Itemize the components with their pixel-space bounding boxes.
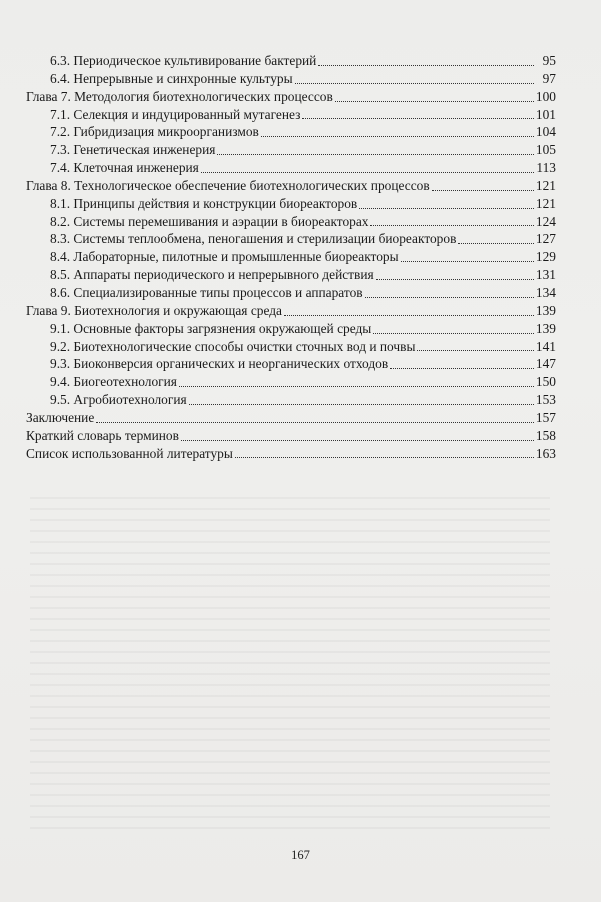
- toc-entry-page: 153: [535, 392, 556, 408]
- show-through-text: [30, 488, 550, 838]
- toc-section-row: [26, 355, 556, 373]
- toc-leader-dots: [335, 101, 534, 102]
- toc-entry-page: 127: [535, 231, 556, 247]
- toc-chapter-row: [26, 409, 556, 427]
- toc-leader-dots: [302, 118, 534, 119]
- toc-leader-dots: [432, 190, 534, 191]
- toc-leader-dots: [390, 368, 534, 369]
- toc-entry-title: 8.6. Специализированные типы процессов и аппаратов: [50, 284, 363, 300]
- toc-section-row: [26, 159, 556, 177]
- toc-section-row: [26, 248, 556, 266]
- toc-entry-page: 101: [535, 106, 556, 122]
- toc-leader-dots: [235, 457, 534, 458]
- toc-entry-page: 121: [535, 195, 556, 211]
- toc-section-row: [26, 284, 556, 302]
- toc-section-row: [26, 230, 556, 248]
- toc-leader-dots: [365, 297, 534, 298]
- toc-entry-page: 158: [535, 427, 556, 443]
- toc-section-row: [26, 141, 556, 159]
- toc-chapter-row: [26, 302, 556, 320]
- toc-entry-page: 157: [535, 409, 556, 425]
- toc-entry-title: 9.4. Биогеотехнология: [50, 374, 177, 390]
- toc-entry-title: 8.2. Системы перемешивания и аэрации в биореакторах: [50, 213, 369, 229]
- toc-entry-title: 9.2. Биотехнологические способы очистки сточных вод и почвы: [50, 338, 416, 354]
- toc-section-row: [26, 338, 556, 356]
- toc-leader-dots: [318, 65, 534, 66]
- toc-entry-title: Список использованной литературы: [26, 445, 233, 461]
- toc-section-row: [26, 266, 556, 284]
- toc-chapter-row: [26, 445, 556, 463]
- toc-entry-title: Глава 8. Технологическое обеспечение биотехнологических процессов: [26, 177, 430, 193]
- toc-entry-page: 163: [535, 445, 556, 461]
- toc-leader-dots: [179, 386, 534, 387]
- toc-entry-title: 9.3. Биоконверсия органических и неорганических отходов: [50, 356, 389, 372]
- toc-entry-title: 7.2. Гибридизация микроорганизмов: [50, 124, 259, 140]
- toc-leader-dots: [373, 333, 534, 334]
- toc-leader-dots: [359, 208, 534, 209]
- toc-entry-page: 113: [536, 160, 556, 176]
- toc-leader-dots: [189, 404, 534, 405]
- table-of-contents: [26, 52, 556, 462]
- toc-leader-dots: [261, 136, 534, 137]
- toc-entry-title: 8.5. Аппараты периодического и непрерывного действия: [50, 267, 374, 283]
- toc-leader-dots: [458, 243, 534, 244]
- toc-entry-page: 124: [535, 213, 556, 229]
- toc-entry-page: 147: [535, 356, 556, 372]
- toc-leader-dots: [295, 83, 534, 84]
- toc-chapter-row: [26, 88, 556, 106]
- toc-leader-dots: [217, 154, 533, 155]
- toc-entry-page: 97: [542, 70, 556, 86]
- toc-entry-page: 121: [535, 177, 556, 193]
- toc-entry-page: 139: [535, 302, 556, 318]
- toc-entry-page: 104: [535, 124, 556, 140]
- toc-entry-title: Заключение: [26, 409, 95, 425]
- toc-entry-page: 134: [535, 284, 556, 300]
- toc-entry-title: Краткий словарь терминов: [26, 427, 179, 443]
- toc-entry-title: 7.1. Селекция и индуцированный мутагенез: [50, 106, 301, 122]
- toc-entry-title: 7.3. Генетическая инженерия: [50, 142, 216, 158]
- toc-leader-dots: [181, 440, 534, 441]
- toc-entry-page: 129: [535, 249, 556, 265]
- toc-chapter-row: [26, 427, 556, 445]
- toc-leader-dots: [201, 172, 534, 173]
- toc-section-row: [26, 52, 556, 70]
- toc-entry-title: 8.3. Системы теплообмена, пеногашения и стерилизации биореакторов: [50, 231, 457, 247]
- toc-section-row: [26, 123, 556, 141]
- toc-section-row: [26, 373, 556, 391]
- toc-entry-page: 100: [535, 88, 556, 104]
- toc-leader-dots: [96, 422, 534, 423]
- toc-leader-dots: [370, 225, 533, 226]
- toc-entry-title: Глава 9. Биотехнология и окружающая среда: [26, 302, 282, 318]
- toc-entry-title: 6.3. Периодическое культивирование бактерий: [50, 53, 317, 68]
- toc-entry-title: 9.5. Агробиотехнология: [50, 392, 187, 408]
- toc-section-row: [26, 391, 556, 409]
- toc-entry-page: 150: [535, 374, 556, 390]
- toc-section-row: [26, 320, 556, 338]
- toc-section-row: [26, 70, 556, 88]
- toc-entry-title: 9.1. Основные факторы загрязнения окружающей среды: [50, 320, 372, 336]
- toc-entry-page: 105: [535, 142, 556, 158]
- toc-section-row: [26, 195, 556, 213]
- toc-entry-title: 7.4. Клеточная инженерия: [50, 160, 199, 176]
- toc-section-row: [26, 213, 556, 231]
- toc-entry-title: Глава 7. Методология биотехнологических процессов: [26, 88, 333, 104]
- toc-entry-page: 141: [535, 338, 556, 354]
- toc-leader-dots: [376, 279, 534, 280]
- toc-entry-title: 8.1. Принципы действия и конструкции биореакторов: [50, 195, 358, 211]
- toc-entry-page: 131: [535, 267, 556, 283]
- toc-entry-page: 139: [535, 320, 556, 336]
- page-number: 167: [291, 848, 310, 862]
- toc-leader-dots: [401, 261, 534, 262]
- toc-entry-page: 95: [542, 53, 556, 68]
- toc-entry-title: 6.4. Непрерывные и синхронные культуры: [50, 70, 293, 86]
- toc-entry-title: 8.4. Лабораторные, пилотные и промышленные биореакторы: [50, 249, 399, 265]
- toc-leader-dots: [417, 350, 533, 351]
- toc-chapter-row: [26, 177, 556, 195]
- toc-section-row: [26, 106, 556, 124]
- toc-leader-dots: [284, 315, 534, 316]
